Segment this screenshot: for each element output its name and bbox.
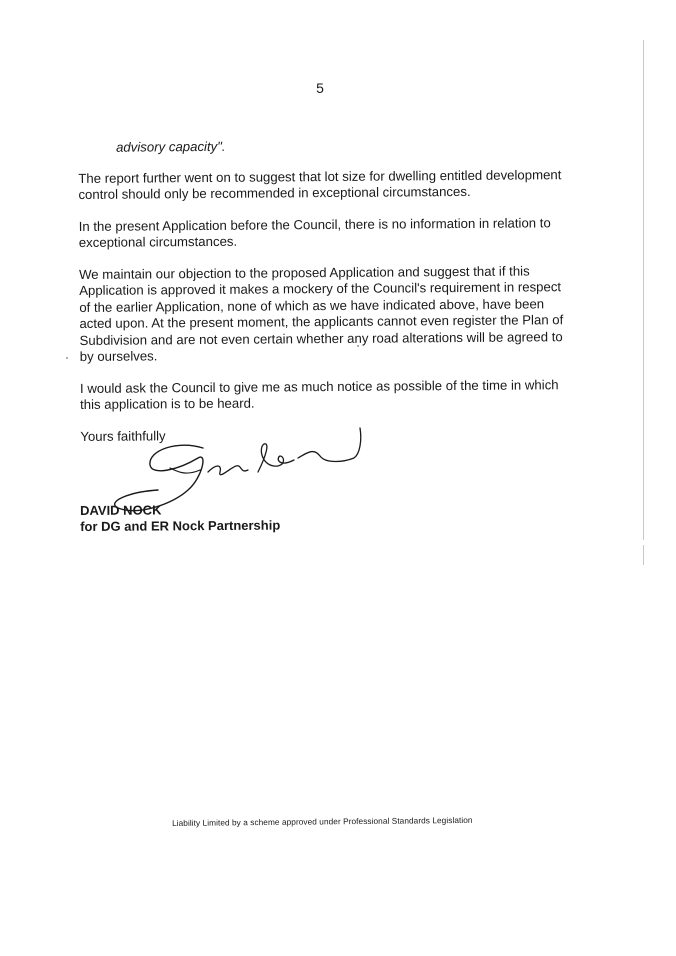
paragraph-no-information: In the present Application before the Council, there is no information in relation to exceptional circumstances. (78, 214, 551, 250)
paragraph-report-lot-size: The report further went on to suggest that lot size for dwelling entitled development control should only be recommended in exceptional circumstances. (78, 166, 562, 202)
letter-body (78, 136, 568, 460)
signer-block (80, 502, 280, 535)
scan-edge-line (643, 40, 644, 540)
quote-continuation: advisory capacity". (115, 138, 226, 155)
signer-organisation: for DG and ER Nock Partnership (80, 517, 281, 534)
page-number-text: 5 (316, 80, 324, 96)
closing-salutation: Yours faithfully (80, 427, 166, 444)
signer-name: DAVID NOCK (80, 502, 162, 518)
scan-edge-line (643, 545, 644, 565)
paragraph-notice-request: I would ask the Council to give me as much notice as possible of the time in which this application is to be heard. (79, 376, 559, 412)
scan-speck (66, 357, 68, 359)
footer-liability-note: Liability Limited by a scheme approved under Professional Standards Legislation (172, 814, 473, 828)
page-number (0, 80, 676, 96)
paragraph-objection: We maintain our objection to the proposed Application and suggest that if this Application is approved it makes a mockery of the Council's requirement in respect of the earlier Application, none of which as we have indicated above, have been acted upon. At the present moment, the applicants cannot even register the Plan of Subdivision and are not even certain whether any road alterations will be agreed to by ourselves. (78, 262, 564, 364)
